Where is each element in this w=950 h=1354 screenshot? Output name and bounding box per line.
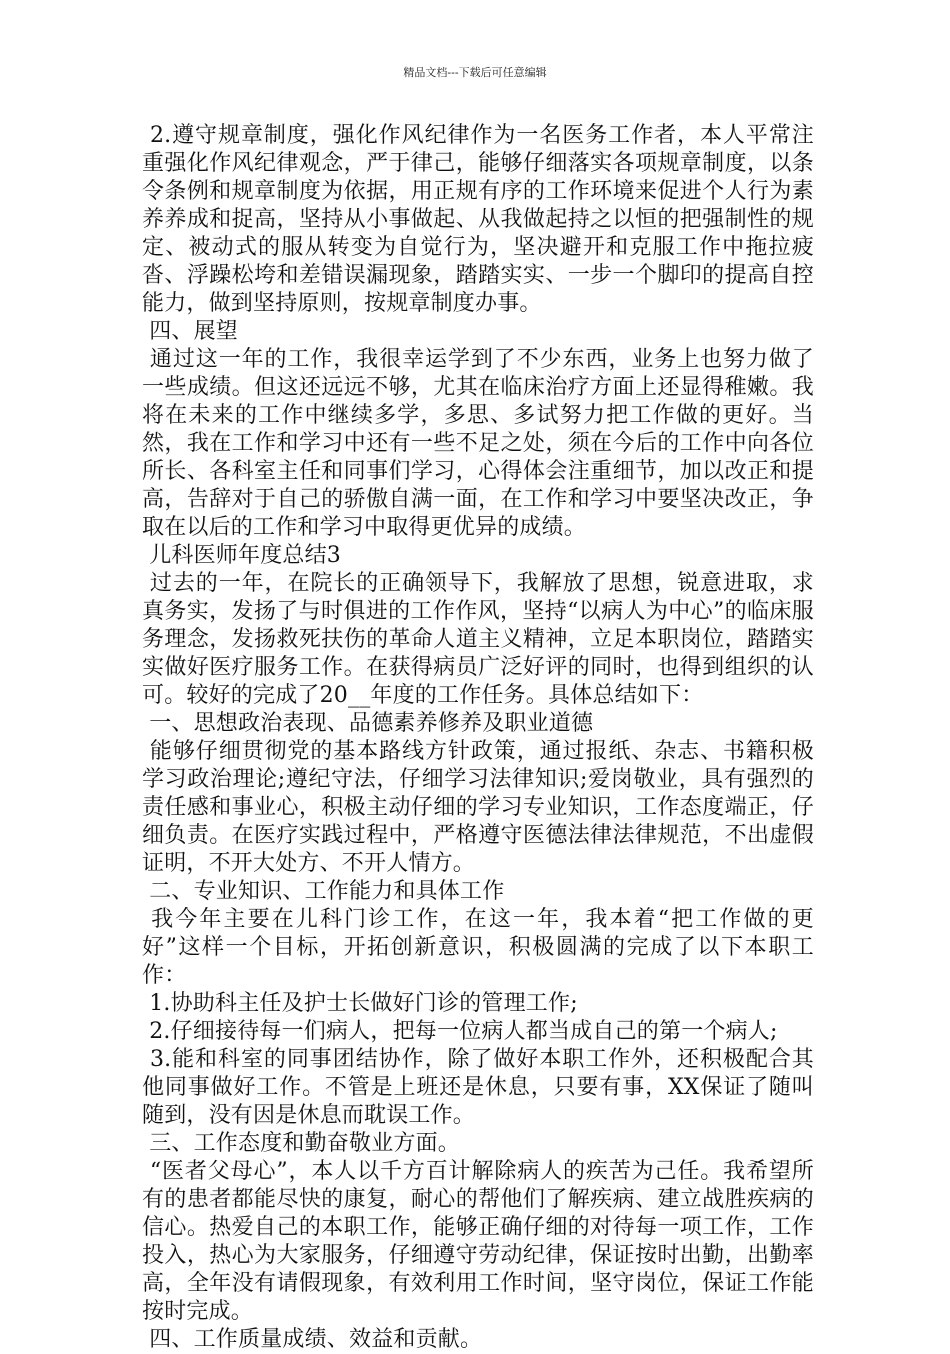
list-item-1: 1.协助科主任及护士长做好门诊的管理工作; <box>142 991 578 1016</box>
page-header: 精品文档---下载后可任意编辑 <box>403 66 547 79</box>
list-item-2: 2.仔细接待每一们病人，把每一位病人都当成自己的第一个病人; <box>142 1019 778 1044</box>
paragraph-political-ethics: 能够仔细贯彻党的基本路线方针政策，通过报纸、杂志、书籍积极学习政治理论;遵纪守法，仔细学习法律知识;爱岗敬业，具有强烈的责任感和事业心，积极主动仔细的学习专业知识，工作态度端正，仔细负责。在医疗实践过程中，严格遵守医德法律法律规范，不出虚假证明，不开大处方、不开人情方。 <box>142 739 814 876</box>
paragraph-outlook: 通过这一年的工作，我很幸运学到了不少东西，业务上也努力做了一些成绩。但这还远远不够，尤其在临床治疗方面上还显得稚嫩。我将在未来的工作中继续多学，多思、多试努力把工作做的更好。当然，我在工作和学习中还有一些不足之处，须在今后的工作中向各位所长、各科室主任和同事们学习，心得体会注重细节，加以改正和提高，告辞对于自己的骄傲自满一面，在工作和学习中要坚决改正，争取在以后的工作和学习中取得更优异的成绩。 <box>142 347 814 540</box>
document-body <box>142 122 814 1354</box>
section-title-summary-3: 儿科医师年度总结3 <box>142 543 342 568</box>
heading-outlook: 四、展望 <box>142 319 239 344</box>
heading-professional-work: 二、专业知识、工作能力和具体工作 <box>142 879 505 904</box>
heading-work-attitude: 三、工作态度和勤奋敬业方面。 <box>142 1131 461 1156</box>
paragraph-intro: 过去的一年，在院长的正确领导下，我解放了思想，锐意进取，求真务实，发扬了与时俱进的工作作风，坚持“以病人为中心”的临床服务理念，发扬救死扶伤的革命人道主义精神，立足本职岗位，踏踏实实做好医疗服务工作。在获得病员广泛好评的同时，也得到组织的认可。较好的完成了20__年度的工作任务。具体总结如下： <box>142 571 814 708</box>
paragraph-rules-discipline: 2.遵守规章制度，强化作风纪律作为一名医务工作者，本人平常注重强化作风纪律观念，严于律己，能够仔细落实各项规章制度，以条令条例和规章制度为依据，用正规有序的工作环境来促进个人行为素养养成和捉高，坚持从小事做起、从我做起持之以恒的把强制性的规定、被动式的服从转变为自觉行为，坚决避开和克服工作中拖拉疲沓、浮躁松垮和差错误漏现象，踏踏实实、一步一个脚印的提高自控能力，做到坚持原则，按规章制度办事。 <box>142 123 814 316</box>
heading-quality-contribution: 四、工作质量成绩、效益和贡献。 <box>142 1327 483 1352</box>
paragraph-work-attitude: “医者父母心”，本人以千方百计解除病人的疾苦为己任。我希望所有的患者都能尽快的康复，耐心的帮他们了解疾病、建立战胜疾病的信心。热爱自己的本职工作，能够正确仔细的对待每一项工作，工作投入，热心为大家服务，仔细遵守劳动纪律，保证按时出勤，出勤率高，全年没有请假现象，有效利用工作时间，坚守岗位，保证工作能按时完成。 <box>142 1159 814 1324</box>
heading-political-ethics: 一、思想政治表现、品德素养修养及职业道德 <box>142 711 594 736</box>
paragraph-professional-work: 我今年主要在儿科门诊工作，在这一年，我本着“把工作做的更好”这样一个目标，开拓创新意识，积极圆满的完成了以下本职工作： <box>142 907 814 988</box>
list-item-3: 3.能和科室的同事团结协作，除了做好本职工作外，还积极配合其他同事做好工作。不管是上班还是休息，只要有事，XX保证了随叫随到，没有因是休息而耽误工作。 <box>142 1047 814 1128</box>
